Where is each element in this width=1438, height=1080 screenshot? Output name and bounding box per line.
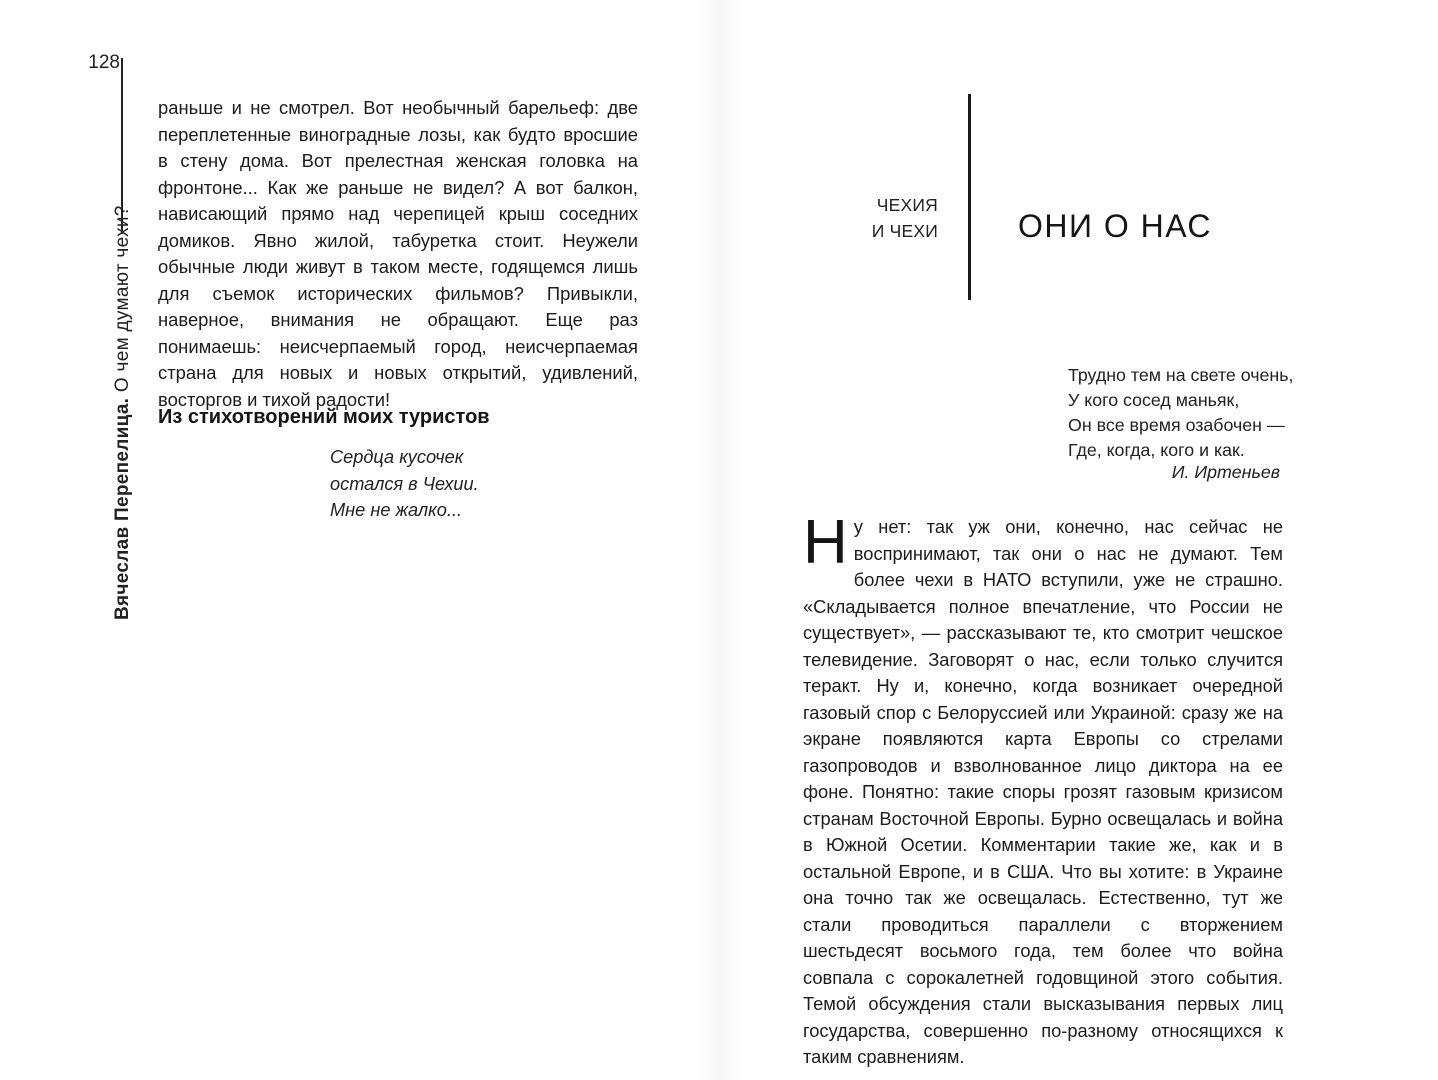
epigraph-author: И. Иртеньев <box>1171 462 1280 482</box>
right-paragraph <box>803 508 1283 1071</box>
running-head-author: Вячеслав Перепелица. <box>112 397 133 620</box>
epigraph-line: Он все время озабочен — <box>1068 415 1285 435</box>
section-label-line: ЧЕХИЯ <box>876 195 938 215</box>
section-subheading: Из стихотворений моих туристов <box>158 406 490 428</box>
left-paragraph: раньше и не смотрел. Вот необычный барельеф: две переплетенные виноградные лозы, как будто вросшие в стену дома. Вот прелестная женская головка на фронтоне... Как же раньше не видел? А вот балкон, нависающий прямо над черепицей крыш соседних домиков. Явно жилой, табуретка стоит. Неужели обычные люди живут в таком месте, годящемся лишь для съемок исторических фильмов? Привыкли, наверное, внимания не обращают. Еще раз понимаешь: неисчерпаемый город, неисчерпаемая страна для новых и новых открытий, удивлений, восторгов и тихой радости! <box>158 97 638 410</box>
chapter-title: ОНИ О НАС <box>1018 208 1213 244</box>
epigraph-line: У кого сосед маньяк, <box>1068 390 1240 410</box>
section-label-line: И ЧЕХИ <box>871 221 938 241</box>
poem-line: остался в Чехии. <box>330 473 479 494</box>
left-body-text <box>158 95 638 413</box>
poem-line: Сердца кусочек <box>330 447 464 467</box>
running-head <box>112 205 134 620</box>
epigraph-line: Трудно тем на свете очень, <box>1068 365 1294 385</box>
page-number: 128 <box>88 52 120 73</box>
right-body-text <box>803 508 1283 1071</box>
epigraph-line: Где, когда, кого и как. <box>1068 440 1245 460</box>
chapter-divider-rule <box>968 94 971 300</box>
running-head-title: О чем думают чехи? <box>112 205 133 398</box>
book-gutter <box>695 0 745 1080</box>
poem-line: Мне не жалко... <box>330 500 463 520</box>
drop-cap: Н <box>803 508 848 577</box>
section-label <box>820 192 938 244</box>
epigraph <box>1068 363 1293 463</box>
right-paragraph-text: у нет: так уж они, конечно, нас сейчас не воспринимают, так они о нас не думают. Тем более чехи в НАТО вступили, уже не страшно. «Складывается полное впечатление, что России не существует», — рассказывают те, кто смотрит чешское телевидение. Заговорят о нас, если только случится теракт. Ну и, конечно, когда возникает очередной газовый спор с Белоруссией или Украиной: сразу же на экране появляются карта Европы со стрелами газопроводов и взволнованное лицо диктора на ее фоне. Понятно: такие споры грозят газовым кризисом странам Восточной Европы. Бурно освещалась и война в Южной Осетии. Комментарии такие же, как и в остальной Европе, и в США. Что вы хотите: в Украине она точно так же освещалась. Естественно, тут же стали проводиться параллели с вторжением шестьдесят восьмого года, тем более что война совпала с сорокалетней годовщиной этого события. Темой обсуждения стали высказывания первых лиц государства, совершенно по-разному относящихся к таким сравнениям. <box>803 516 1283 1067</box>
tourist-poem <box>330 444 479 524</box>
